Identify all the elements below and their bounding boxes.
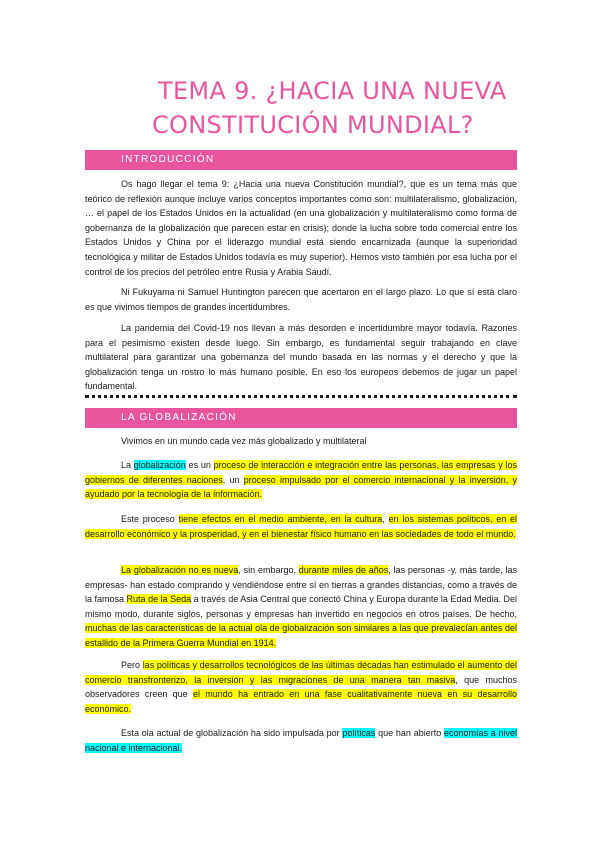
- text-run: ,: [382, 514, 389, 524]
- section-heading-globalizacion: LA GLOBALIZACIÓN: [85, 408, 517, 428]
- text-run: , sin embargo,: [238, 565, 299, 575]
- text-run: es un: [185, 460, 214, 470]
- intro-paragraph-2: Ni Fukuyama ni Samuel Huntington parecen que acertaron en el largo plazo. Lo que sí está claro es que vivimos tiempos de grandes incertidumbres.: [85, 287, 517, 312]
- text-run: , las personas -y, más tarde, las empresas- han estado comprando y vendiéndose entre sí en tierras a grandes distancias, como a través de la famosa: [85, 565, 517, 605]
- text-run: Pero: [121, 660, 143, 670]
- highlight-cyan: economías a nivel nacional e internacional.: [85, 728, 517, 753]
- page-title-line-2: CONSTITUCIÓN MUNDIAL?: [152, 111, 474, 139]
- text-run: a través de Asia Central que conectó China y Europa durante la Edad Media. Del mismo modo, durante siglos, personas y empresas han invertido en negocios en otros países. De hecho,: [85, 594, 518, 619]
- highlight-yellow: el mundo ha entrado en una fase cualitativamente nueva en su desarrollo económico.: [85, 689, 518, 714]
- highlight-yellow: proceso de interacción e integración entre las personas, las empresas y los gobiernos de diferentes naciones: [85, 460, 517, 485]
- intro-paragraph-3: La pandemia del Covid-19 nos llevan a más desorden e incertidumbre mayor todavía. Razones para el pesimismo existen desde luego. Sin embargo, es fundamental seguir trabajando en clave multilateral para garantizar una gobernanza del mundo basada en las normas y el derecho y que la globalización tenga un rostro lo más humano posible. En eso los europeos debemos de jugar un papel fundamental.: [85, 323, 517, 392]
- highlight-yellow: tiene efectos en el medio ambiente, en la cultura: [178, 514, 383, 524]
- highlight-yellow: durante miles de años: [298, 565, 389, 575]
- glob-paragraph-5: [85, 658, 517, 716]
- text-run: , un: [222, 474, 244, 485]
- highlight-yellow: en los sistemas políticos, en el desarrollo económico y la prosperidad, y en el bienestar físico humano en las sociedades de todo el mundo.: [85, 514, 518, 539]
- highlight-yellow: muchas de las características de la actual ola de globalización son similares a las que prevalecían antes del estallido de la Primera Guerra Mundial en 1914.: [85, 623, 517, 648]
- page-title-line-1: TEMA 9. ¿HACIA UNA NUEVA: [158, 77, 507, 105]
- glob-paragraph-4: [85, 563, 517, 651]
- highlight-yellow: proceso impulsado por el comercio internacional y la inversión, y ayudado por la tecnología de la información.: [85, 474, 518, 500]
- text-run: Esta ola actual de globalización ha sido impulsada por: [121, 728, 343, 738]
- section-divider: [85, 395, 517, 398]
- glob-paragraph-3: [85, 512, 517, 541]
- text-run: que han abierto: [375, 728, 444, 738]
- glob-paragraph-2: [85, 458, 517, 502]
- text-run: , que muchos observadores creen que: [85, 674, 518, 700]
- glob-paragraph-1: Vivimos en un mundo cada vez más globalizado y multilateral: [121, 436, 367, 446]
- highlight-yellow: las políticas y desarrollos tecnológicos de las últimas décadas han estimulado el aumento del comercio transfronterizo, la inversión y las migraciones de una manera tan masiva: [85, 660, 517, 685]
- glob-paragraph-6: [85, 726, 517, 755]
- highlight-yellow: La globalización no es nueva: [121, 565, 239, 575]
- section-heading-introduccion: INTRODUCCIÓN: [85, 150, 517, 170]
- highlight-cyan: globalización: [133, 460, 186, 470]
- text-run: Este proceso: [121, 514, 179, 524]
- highlight-cyan: políticas: [342, 728, 376, 738]
- intro-paragraph-1: Os hago llegar el tema 9: ¿Hacia una nueva Constitución mundial?, que es un tema más que teórico de reflexión aunque incluye varios conceptos importantes como son: multilateralismo, globalización, … el papel de los Estados Unidos en la actualidad (en una globalización y multilateralismo como forma de gobernanza de la globalización que parecen estar en crisis); donde la lucha sobre todo comercial entre los Estados Unidos y China por el liderazgo mundial está siendo encarnizada (aunque la superioridad tecnológica y militar de Estados Unidos todavía es muy superior). Hemos visto también por esa lucha por el control de los precios del petróleo entre Rusia y Arabia Saudí.: [85, 179, 517, 277]
- text-run: La: [121, 460, 134, 470]
- highlight-yellow: Ruta de la Seda: [126, 594, 192, 605]
